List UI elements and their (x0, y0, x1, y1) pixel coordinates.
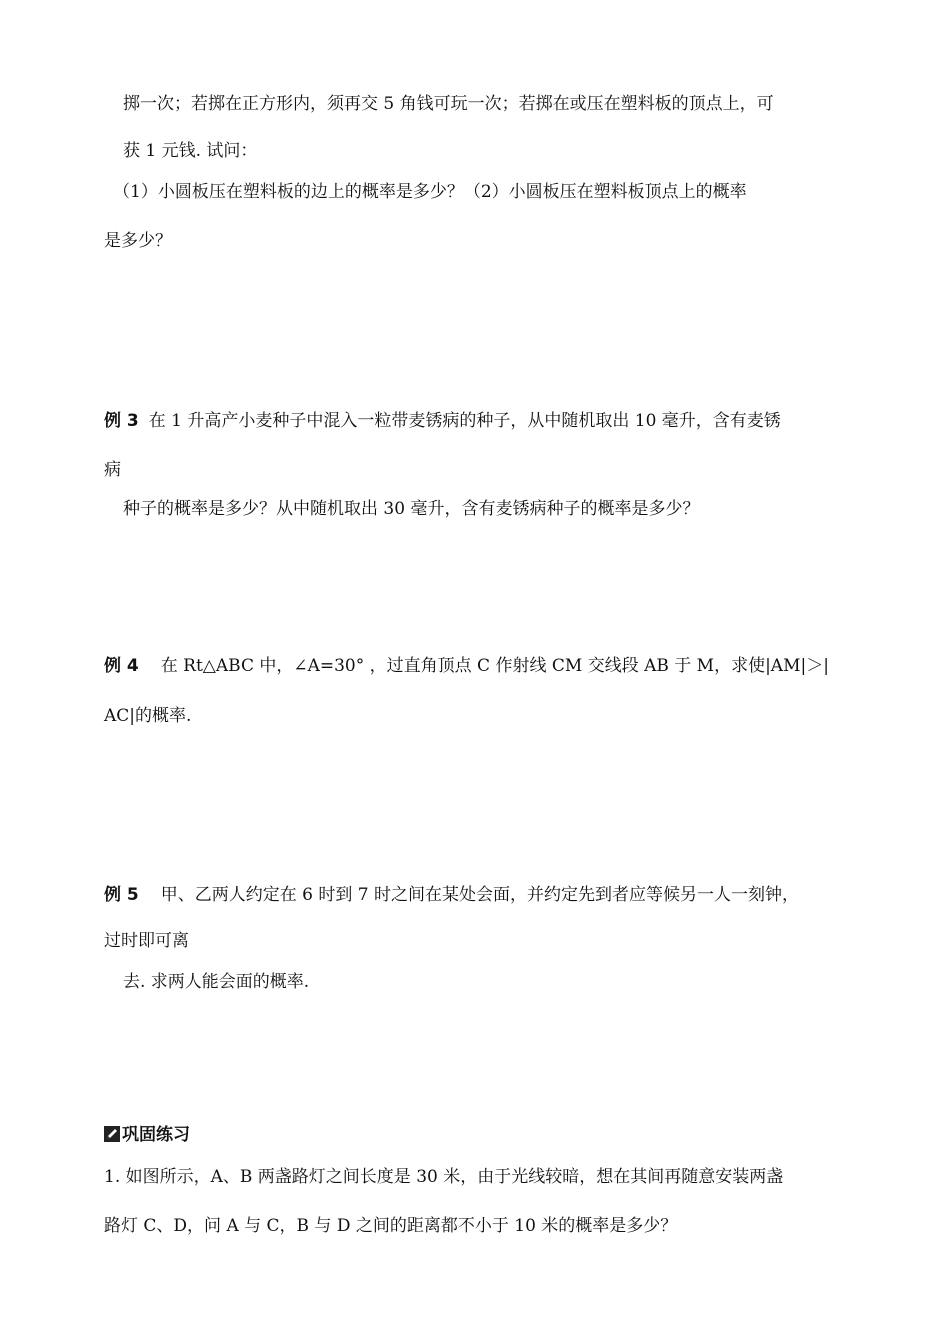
example-label: 例 4 (104, 656, 139, 676)
example-3 (104, 409, 781, 433)
text-line: 甲、乙两人约定在 6 时到 7 时之间在某处会面，并约定先到者应等候另一人一刻钟， (160, 885, 799, 905)
text-line: 去. 求两人能会面的概率. (123, 972, 310, 992)
practice-heading-text: 巩固练习 (122, 1125, 190, 1145)
text-line: （1）小圆板压在塑料板的边上的概率是多少？（2）小圆板压在塑料板顶点上的概率 (113, 182, 747, 202)
example-label: 例 3 (104, 411, 139, 431)
text-line: AC|的概率. (104, 706, 192, 726)
text-line: 在 1 升高产小麦种子中混入一粒带麦锈病的种子，从中随机取出 10 毫升，含有麦锈 (148, 411, 781, 431)
text-line: 路灯 C、D，问 A 与 C，B 与 D 之间的距离都不小于 10 米的概率是多少？ (104, 1216, 678, 1236)
text-line: 在 Rt△ABC 中，∠A=30° ，过直角顶点 C 作射线 CM 交线段 AB 于 M，求使|AM|＞| (160, 656, 829, 676)
text-line: 获 1 元钱. 试问： (123, 141, 258, 161)
text-line: 掷一次；若掷在正方形内，须再交 5 角钱可玩一次；若掷在或压在塑料板的顶点上，可 (123, 94, 774, 114)
text-line: 种子的概率是多少？从中随机取出 30 毫升，含有麦锈病种子的概率是多少？ (123, 499, 700, 519)
text-line: 是多少？ (104, 231, 172, 251)
example-label: 例 5 (104, 885, 139, 905)
practice-heading (104, 1123, 190, 1147)
example-4 (104, 654, 829, 678)
text-line: 过时即可离 (104, 931, 189, 951)
text-line: 1. 如图所示，A、B 两盏路灯之间长度是 30 米，由于光线较暗，想在其间再随意安装两盏 (104, 1167, 784, 1187)
pencil-icon (104, 1125, 120, 1141)
text-line: 病 (104, 460, 121, 480)
example-5 (104, 883, 799, 907)
